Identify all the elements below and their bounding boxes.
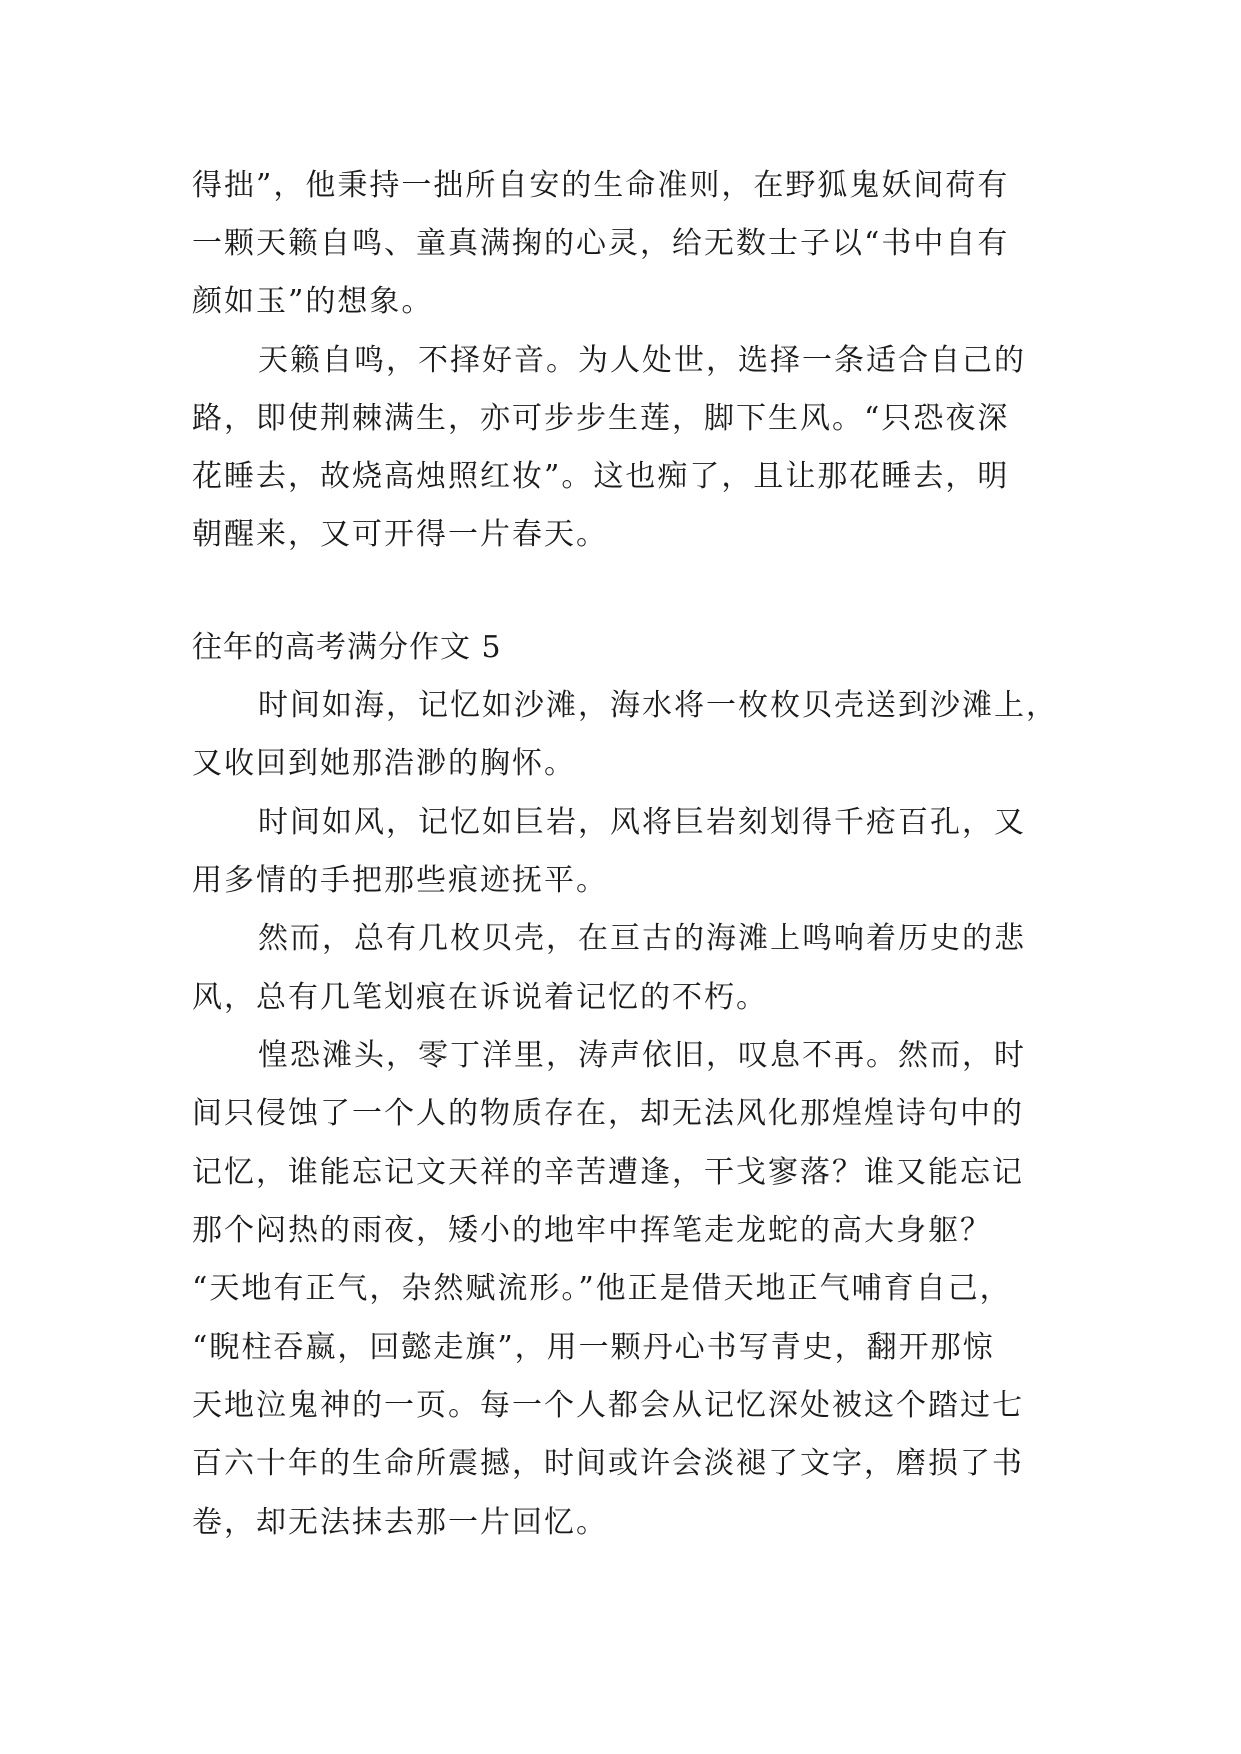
text-line: “天地有正气，杂然赋流形。”他正是借天地正气哺育自己， xyxy=(192,1271,1012,1306)
text-line: 一颗天籁自鸣、童真满掬的心灵，给无数士子以“书中自有 xyxy=(192,226,1010,261)
section-title: 往年的高考满分作文 5 xyxy=(192,630,502,665)
text-line: 百六十年的生命所震撼，时间或许会淡褪了文字，磨损了书 xyxy=(192,1446,1024,1481)
text-line: 间只侵蚀了一个人的物质存在，却无法风化那煌煌诗句中的 xyxy=(192,1096,1024,1131)
text-line: 风，总有几笔划痕在诉说着记忆的不朽。 xyxy=(192,980,768,1015)
text-line: 得拙”，他秉持一拙所自安的生命准则，在野狐鬼妖间荷有 xyxy=(192,168,1010,203)
text-line: 颜如玉”的想象。 xyxy=(192,284,434,319)
text-line: 记忆，谁能忘记文天祥的辛苦遭逢，干戈寥落？谁又能忘记 xyxy=(192,1155,1024,1190)
text-line: “睨柱吞嬴，回懿走旗”，用一颗丹心书写青史，翻开那惊 xyxy=(192,1330,995,1365)
paragraph-first-line: 然而，总有几枚贝壳，在亘古的海滩上鸣响着历史的悲 xyxy=(258,921,1026,956)
text-line: 花睡去，故烧高烛照红妆”。这也痴了，且让那花睡去，明 xyxy=(192,459,1010,494)
text-line: 路，即使荆棘满生，亦可步步生莲，脚下生风。“只恐夜深 xyxy=(192,401,1010,436)
paragraph-first-line: 时间如风，记忆如巨岩，风将巨岩刻划得千疮百孔，又 xyxy=(258,805,1026,840)
text-line: 那个闷热的雨夜，矮小的地牢中挥笔走龙蛇的高大身躯？ xyxy=(192,1213,992,1248)
paragraph-first-line: 时间如海，记忆如沙滩，海水将一枚枚贝壳送到沙滩上， xyxy=(258,688,1058,723)
paragraph-first-line: 惶恐滩头，零丁洋里，涛声依旧，叹息不再。然而，时 xyxy=(258,1038,1026,1073)
text-line: 用多情的手把那些痕迹抚平。 xyxy=(192,863,608,898)
paragraph-first-line: 天籁自鸣，不择好音。为人处世，选择一条适合自己的 xyxy=(258,343,1026,378)
text-line: 朝醒来，又可开得一片春天。 xyxy=(192,517,608,552)
text-line: 天地泣鬼神的一页。每一个人都会从记忆深处被这个踏过七 xyxy=(192,1388,1024,1423)
text-line: 又收回到她那浩渺的胸怀。 xyxy=(192,746,576,781)
text-line: 卷，却无法抹去那一片回忆。 xyxy=(192,1505,608,1540)
